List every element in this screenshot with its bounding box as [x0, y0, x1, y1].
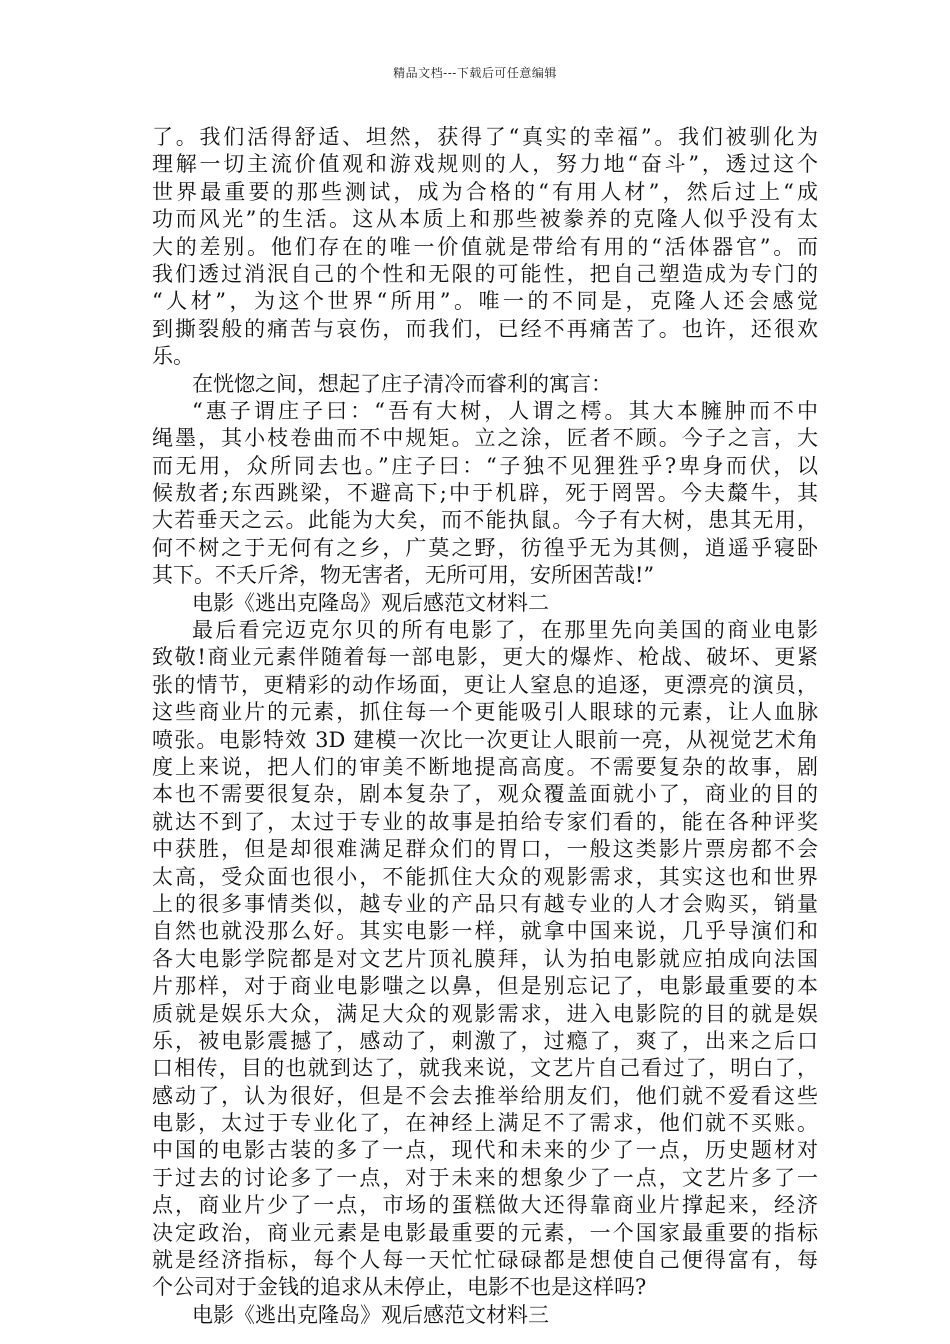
text-line: 其下。不夭斤斧，物无害者，无所可用，安所困苦哉!” — [152, 563, 655, 588]
text-line: 中获胜，但是却很难满足群众们的胃口，一般这类影片票房都不会 — [152, 837, 818, 862]
text-line: 了。我们活得舒适、坦然，获得了“真实的幸福”。我们被驯化为 — [152, 125, 818, 149]
text-line: 电影《逃出克隆岛》观后感范文材料二 — [192, 590, 549, 615]
text-line: 理解一切主流价值观和游戏规则的人，努力地“奋斗”，透过这个 — [152, 152, 818, 177]
text-line: 太高，受众面也很小，不能抓住大众的观影需求，其实这也和世界 — [152, 864, 818, 889]
text-line: 电影，太过于专业化了，在神经上满足不了需求，他们就不买账。 — [152, 1111, 818, 1136]
text-line: 口相传，目的也就到达了，就我来说，文艺片自己看过了，明白了， — [152, 1056, 818, 1081]
text-line: 在恍惚之间，想起了庄子清冷而睿利的寓言： — [192, 371, 612, 396]
text-line: 到撕裂般的痛苦与哀伤，而我们，已经不再痛苦了。也许，还很欢 — [152, 316, 818, 341]
text-line: 度上来说，把人们的审美不断地提高高度。不需要复杂的故事，剧 — [152, 754, 818, 779]
text-line: “惠子谓庄子曰：“吾有大树，人谓之樗。其大本臃肿而不中 — [192, 398, 818, 423]
text-line: 中国的电影古装的多了一点，现代和未来的少了一点，历史题材对 — [152, 1138, 818, 1163]
text-line: 就达不到了，太过于专业的故事是拍给专家们看的，能在各种评奖 — [152, 809, 818, 834]
text-line: 个公司对于金钱的追求从未停止，电影不也是这样吗? — [152, 1275, 647, 1300]
text-line: 就是经济指标，每个人每一天忙忙碌碌都是想使自己便得富有，每 — [152, 1248, 818, 1273]
text-line: 大的差别。他们存在的唯一价值就是带给有用的“活体器官”。而 — [152, 234, 818, 259]
text-line: 致敬!商业元素伴随着每一部电影，更大的爆炸、枪战、破坏、更紧 — [152, 645, 818, 670]
text-line: “人材”，为这个世界“所用”。唯一的不同是，克隆人还会感觉 — [152, 289, 818, 314]
text-line: 质就是娱乐大众，满足大众的观影需求，进入电影院的目的就是娱 — [152, 1001, 818, 1026]
text-line: 点，商业片少了一点，市场的蛋糕做大还得靠商业片撑起来，经济 — [152, 1193, 818, 1218]
text-line: 自然也就没那么好。其实电影一样，就拿中国来说，几乎导演们和 — [152, 919, 818, 944]
text-line: 张的情节，更精彩的动作场面，更让人窒息的追逐，更漂亮的演员， — [152, 672, 818, 697]
text-line: 电影《逃出克隆岛》观后感范文材料三 — [192, 1302, 549, 1327]
text-line: 于过去的讨论多了一点，对于未来的想象少了一点，文艺片多了一 — [152, 1165, 818, 1190]
text-line: 各大电影学院都是对文艺片顶礼膜拜，认为拍电影就应拍成向法国 — [152, 946, 818, 971]
text-line: 片那样，对于商业电影嗤之以鼻，但是别忘记了，电影最重要的本 — [152, 974, 818, 999]
text-line: 乐。 — [152, 344, 194, 369]
text-line: 这些商业片的元素，抓住每一个更能吸引人眼球的元素，让人血脉 — [152, 700, 818, 725]
text-line: 何不树之于无何有之乡，广莫之野，彷徨乎无为其侧，逍遥乎寝卧 — [152, 535, 818, 560]
text-line: 本也不需要很复杂，剧本复杂了，观众覆盖面就小了，商业的目的 — [152, 782, 818, 807]
text-line: 绳墨，其小枝卷曲而不中规矩。立之涂，匠者不顾。今子之言，大 — [152, 426, 818, 451]
document-body — [152, 124, 818, 1329]
text-line: 最后看完迈克尔贝的所有电影了，在那里先向美国的商业电影 — [192, 618, 818, 643]
text-line: 乐，被电影震撼了，感动了，刺激了，过瘾了，爽了，出来之后口 — [152, 1028, 818, 1053]
text-line: 上的很多事情类似，越专业的产品只有越专业的人才会购买，销量 — [152, 891, 818, 916]
text-line: 喷张。电影特效 3D 建模一次比一次更让人眼前一亮，从视觉艺术角 — [152, 727, 818, 752]
text-line: 世界最重要的那些测试，成为合格的“有用人材”，然后过上“成 — [152, 179, 818, 204]
text-line: 我们透过消泯自己的个性和无限的可能性，把自己塑造成为专门的 — [152, 261, 818, 286]
text-line: 决定政治，商业元素是电影最重要的元素，一个国家最重要的指标 — [152, 1220, 818, 1245]
text-line: 功而风光”的生活。这从本质上和那些被豢养的克隆人似乎没有太 — [152, 207, 818, 232]
text-line: 感动了，认为很好，但是不会去推举给朋友们，他们就不爱看这些 — [152, 1083, 818, 1108]
text-line: 候敖者;东西跳梁，不避高下;中于机辟，死于罔罟。今夫斄牛，其 — [152, 481, 818, 506]
text-line: 而无用，众所同去也。”庄子曰：“子独不见狸狌乎?卑身而伏，以 — [152, 453, 818, 478]
text-line: 大若垂天之云。此能为大矣，而不能执鼠。今子有大树，患其无用， — [152, 508, 818, 533]
page-header: 精品文档---下载后可任意编辑 — [393, 66, 557, 80]
